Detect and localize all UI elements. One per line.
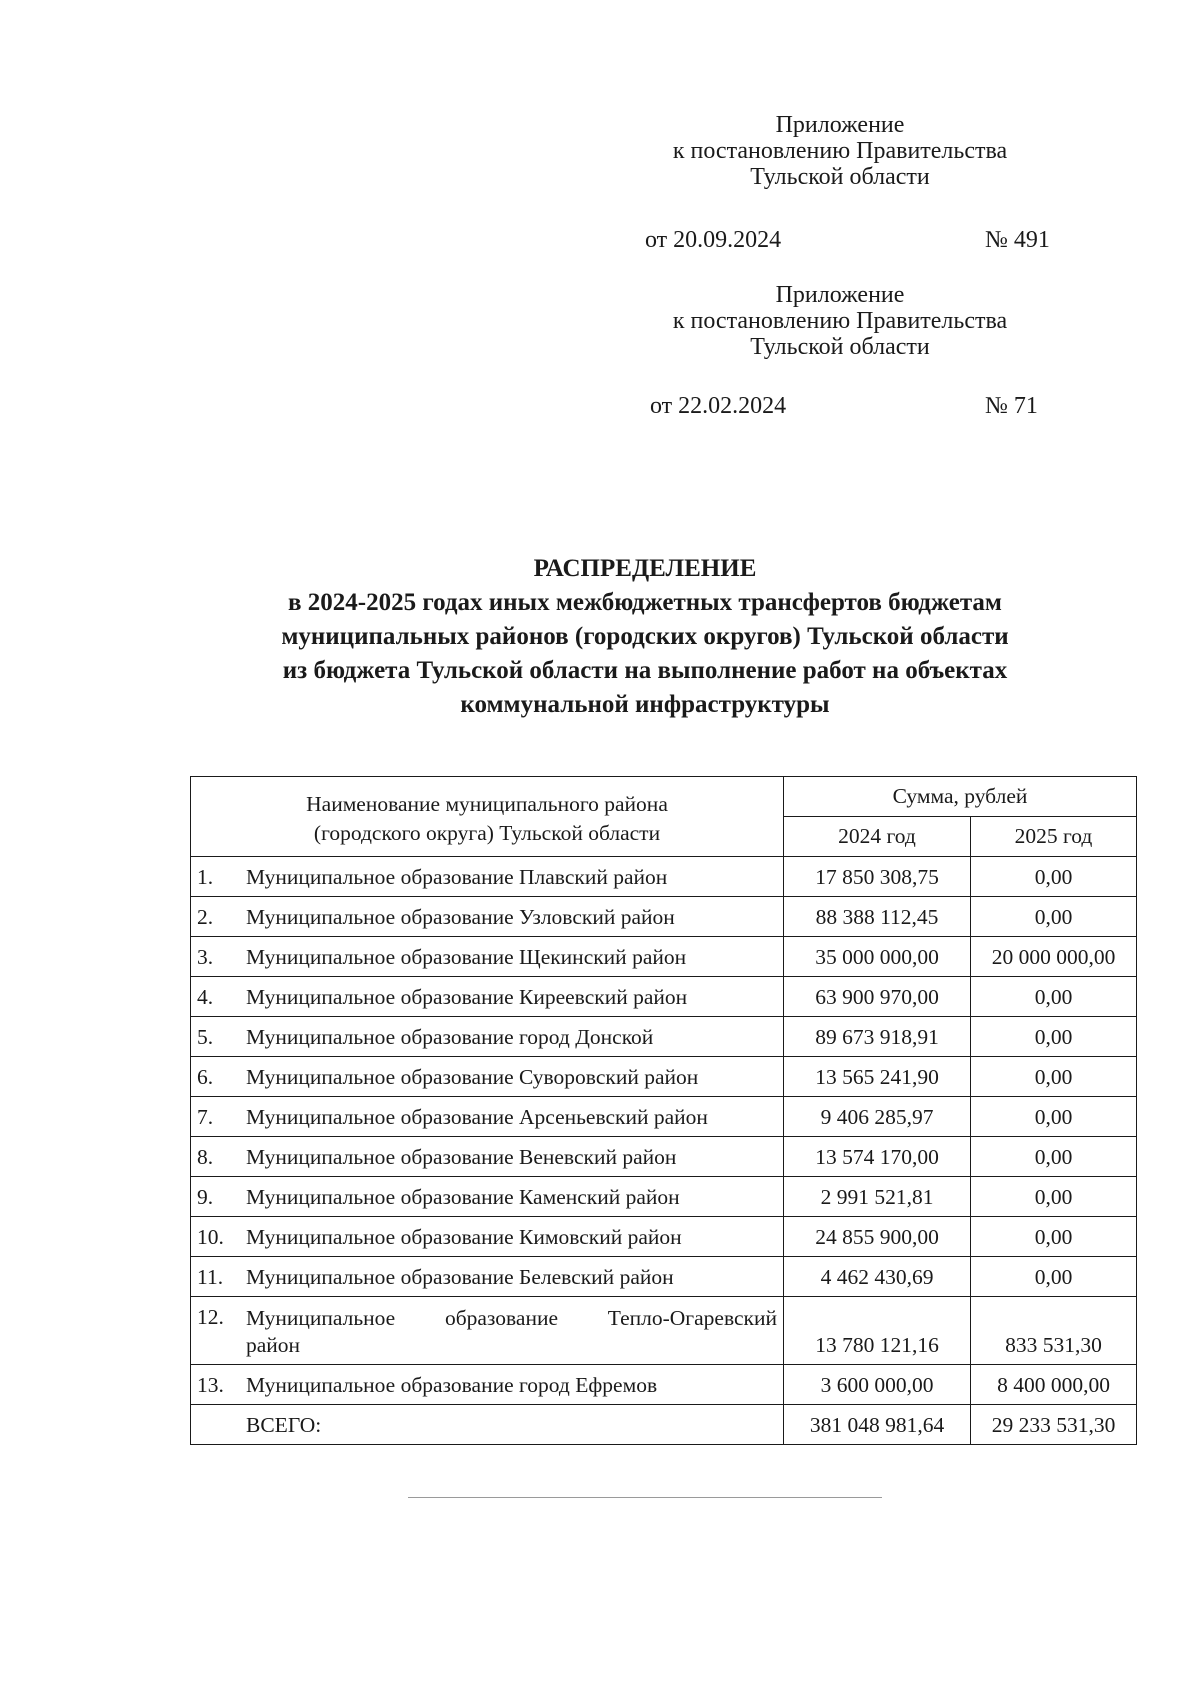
row-name-line: район bbox=[246, 1333, 301, 1357]
row-name: Муниципальное образование Белевский район bbox=[246, 1257, 784, 1297]
row-name: Муниципальное образование город Ефремов bbox=[246, 1365, 784, 1405]
row-value-2025: 0,00 bbox=[971, 1097, 1137, 1137]
row-number: 4. bbox=[191, 977, 247, 1017]
table-row bbox=[191, 1137, 1137, 1177]
row-number: 2. bbox=[191, 897, 247, 937]
closing-rule bbox=[408, 1497, 882, 1498]
approval-line: Тульской области bbox=[750, 164, 930, 190]
row-value-2024: 2 991 521,81 bbox=[784, 1177, 971, 1217]
row-name-word: Муниципальное bbox=[246, 1306, 396, 1330]
row-number: 12. bbox=[191, 1297, 247, 1365]
table-total-row bbox=[191, 1405, 1137, 1445]
header-year-2025: 2025 год bbox=[971, 817, 1137, 857]
row-value-2024: 4 462 430,69 bbox=[784, 1257, 971, 1297]
table-row bbox=[191, 977, 1137, 1017]
row-value-2025: 0,00 bbox=[971, 1057, 1137, 1097]
row-number: 7. bbox=[191, 1097, 247, 1137]
header-sum: Сумма, рублей bbox=[784, 777, 1137, 817]
row-value-2025: 0,00 bbox=[971, 857, 1137, 897]
approval-line: к постановлению Правительства bbox=[672, 308, 1008, 334]
approval-line: Приложение bbox=[775, 112, 905, 138]
row-value-2024: 24 855 900,00 bbox=[784, 1217, 971, 1257]
row-value-2024: 13 565 241,90 bbox=[784, 1057, 971, 1097]
row-name: Муниципальное образование Щекинский район bbox=[246, 937, 784, 977]
row-name: Муниципальное образование Кимовский район bbox=[246, 1217, 784, 1257]
table-row bbox=[191, 1257, 1137, 1297]
table-row bbox=[191, 1177, 1137, 1217]
row-value-2024: 63 900 970,00 bbox=[784, 977, 971, 1017]
row-value-2024: 9 406 285,97 bbox=[784, 1097, 971, 1137]
title-line: коммунальной инфраструктуры bbox=[460, 691, 830, 718]
total-value-2025: 29 233 531,30 bbox=[971, 1405, 1137, 1445]
table-row bbox=[191, 897, 1137, 937]
table-row bbox=[191, 1297, 1137, 1365]
row-name: Муниципальное образование Киреевский район bbox=[246, 977, 784, 1017]
approval-number-current: № 491 bbox=[985, 227, 1050, 253]
total-label: ВСЕГО: bbox=[246, 1405, 784, 1445]
total-number-cell bbox=[191, 1405, 247, 1445]
row-value-2025: 0,00 bbox=[971, 977, 1137, 1017]
title-line: РАСПРЕДЕЛЕНИЕ bbox=[533, 555, 757, 582]
row-name bbox=[246, 1297, 784, 1365]
row-name: Муниципальное образование Плавский район bbox=[246, 857, 784, 897]
row-value-2025: 20 000 000,00 bbox=[971, 937, 1137, 977]
row-number: 11. bbox=[191, 1257, 247, 1297]
row-value-2024: 13 574 170,00 bbox=[784, 1137, 971, 1177]
row-name-word: Тепло-Огаревский bbox=[607, 1306, 777, 1330]
approval-number-original: № 71 bbox=[985, 393, 1038, 419]
row-value-2024: 88 388 112,45 bbox=[784, 897, 971, 937]
row-value-2024: 35 000 000,00 bbox=[784, 937, 971, 977]
row-name: Муниципальное образование Узловский район bbox=[246, 897, 784, 937]
approval-block-current bbox=[610, 112, 1070, 190]
row-value-2025: 0,00 bbox=[971, 1217, 1137, 1257]
row-number: 6. bbox=[191, 1057, 247, 1097]
table-row bbox=[191, 937, 1137, 977]
row-name: Муниципальное образование Суворовский район bbox=[246, 1057, 784, 1097]
title-line: муниципальных районов (городских округов) Тульской области bbox=[281, 623, 1009, 650]
total-value-2024: 381 048 981,64 bbox=[784, 1405, 971, 1445]
row-name: Муниципальное образование Арсеньевский район bbox=[246, 1097, 784, 1137]
row-number: 13. bbox=[191, 1365, 247, 1405]
row-value-2025: 0,00 bbox=[971, 1017, 1137, 1057]
row-value-2024: 13 780 121,16 bbox=[784, 1297, 971, 1365]
row-name: Муниципальное образование город Донской bbox=[246, 1017, 784, 1057]
row-number: 1. bbox=[191, 857, 247, 897]
approval-block-original bbox=[610, 282, 1070, 360]
row-name: Муниципальное образование Веневский район bbox=[246, 1137, 784, 1177]
table-row bbox=[191, 857, 1137, 897]
row-name: Муниципальное образование Каменский район bbox=[246, 1177, 784, 1217]
row-value-2024: 17 850 308,75 bbox=[784, 857, 971, 897]
approval-date-current: от 20.09.2024 bbox=[645, 227, 782, 253]
table-row bbox=[191, 1217, 1137, 1257]
approval-line: Приложение bbox=[775, 282, 905, 308]
row-name-line bbox=[246, 1305, 777, 1332]
row-number: 3. bbox=[191, 937, 247, 977]
table-row bbox=[191, 1365, 1137, 1405]
header-municipality-line: (городского округа) Тульской области bbox=[313, 821, 661, 845]
header-municipality-line: Наименование муниципального района bbox=[306, 792, 668, 816]
approval-date-original: от 22.02.2024 bbox=[650, 393, 787, 419]
row-value-2025: 0,00 bbox=[971, 1177, 1137, 1217]
header-year-2024: 2024 год bbox=[784, 817, 971, 857]
row-name-word: образование bbox=[444, 1306, 559, 1330]
row-value-2024: 3 600 000,00 bbox=[784, 1365, 971, 1405]
row-number: 9. bbox=[191, 1177, 247, 1217]
title-line: из бюджета Тульской области на выполнение работ на объектах bbox=[282, 657, 1008, 684]
row-number: 10. bbox=[191, 1217, 247, 1257]
row-value-2025: 8 400 000,00 bbox=[971, 1365, 1137, 1405]
row-value-2025: 0,00 bbox=[971, 897, 1137, 937]
approval-line: к постановлению Правительства bbox=[672, 138, 1008, 164]
table-row bbox=[191, 1057, 1137, 1097]
title-line: в 2024-2025 годах иных межбюджетных трансфертов бюджетам bbox=[288, 589, 1002, 616]
table-row bbox=[191, 1017, 1137, 1057]
row-number: 5. bbox=[191, 1017, 247, 1057]
table-row bbox=[191, 1097, 1137, 1137]
row-number: 8. bbox=[191, 1137, 247, 1177]
document-title bbox=[150, 552, 1140, 722]
row-value-2025: 0,00 bbox=[971, 1257, 1137, 1297]
row-value-2024: 89 673 918,91 bbox=[784, 1017, 971, 1057]
header-municipality bbox=[191, 777, 784, 857]
distribution-table bbox=[190, 776, 1137, 1445]
row-value-2025: 833 531,30 bbox=[971, 1297, 1137, 1365]
approval-line: Тульской области bbox=[750, 334, 930, 360]
row-value-2025: 0,00 bbox=[971, 1137, 1137, 1177]
